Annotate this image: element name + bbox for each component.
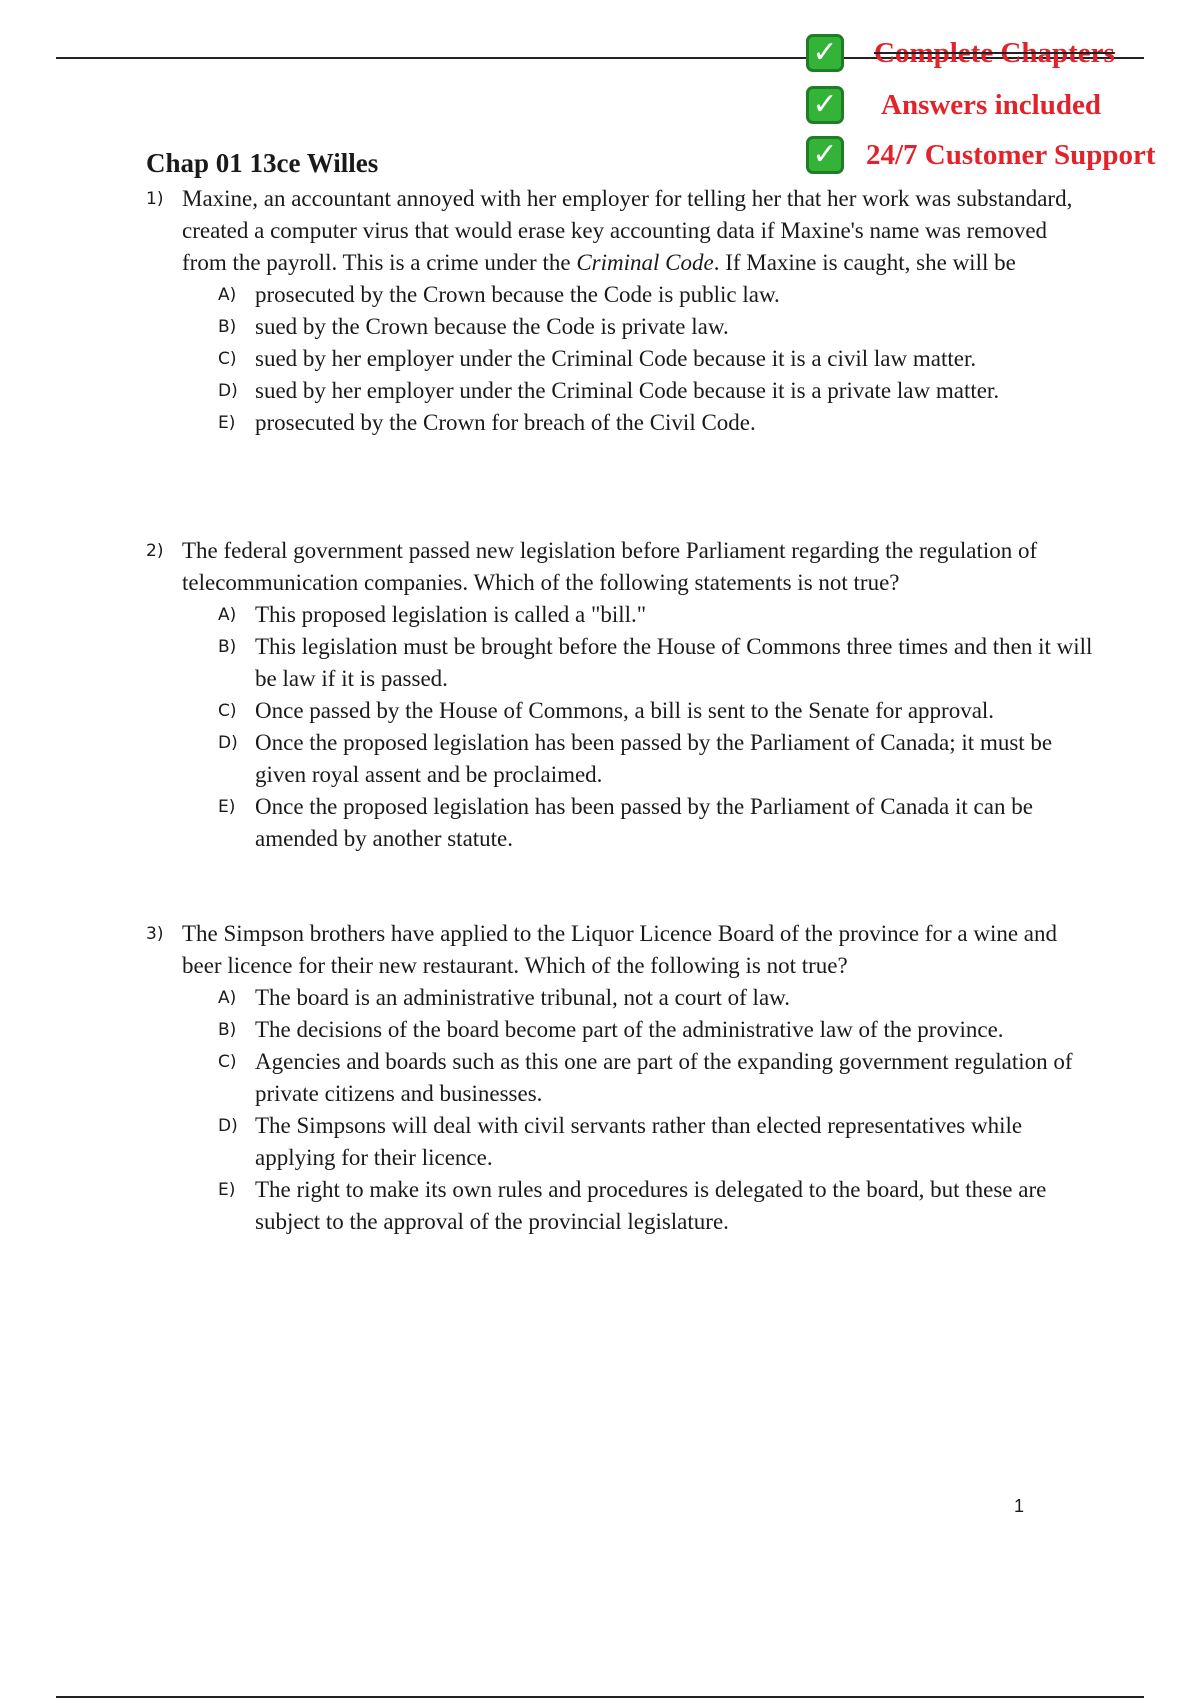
option-c [146,1046,1096,1110]
bottom-rule [56,1696,1144,1698]
options-list [146,982,1096,1238]
question-text: The federal government passed new legislation before Parliament regarding the regulation of telecommunication companies. Which of the following statements is not true? [182,538,1038,595]
option-e [146,791,1096,855]
option-text: This legislation must be brought before the House of Commons three times and then it will be law if it is passed. [255,634,1093,691]
badge-label: Complete Chapters [874,37,1115,69]
option-e [146,407,1096,439]
question-text: The Simpson brothers have applied to the Liquor Licence Board of the province for a wine and beer licence for their new restaurant. Which of the following is not true? [182,921,1057,978]
option-letter: B) [218,637,237,657]
question-stem [146,535,1096,599]
option-text: The right to make its own rules and procedures is delegated to the board, but these are subject to the approval of the provincial legislature. [255,1177,1047,1234]
option-text: Once passed by the House of Commons, a bill is sent to the Senate for approval. [255,698,995,723]
options-list [146,279,1096,439]
option-letter: B) [218,317,237,337]
option-a [146,599,1096,631]
check-icon: ✓ [806,86,844,124]
question-number: 2) [146,541,164,561]
option-letter: C) [218,349,237,369]
check-icon: ✓ [806,34,844,72]
option-text: The Simpsons will deal with civil servants rather than elected representatives while applying for their licence. [255,1113,1023,1170]
question-number: 1) [146,189,164,209]
option-c [146,695,1096,727]
option-text: sued by the Crown because the Code is private law. [255,314,729,339]
page-number: 1 [1014,1496,1025,1516]
option-d [146,375,1096,407]
option-a [146,279,1096,311]
badge-complete-chapters [806,30,1196,74]
option-e [146,1174,1096,1238]
question-text: Maxine, an accountant annoyed with her employer for telling her that her work was substandard, created a computer virus that would erase key accounting data if Maxine's name was removed from the payroll. This is a crime under the [182,186,1073,275]
option-text: Once the proposed legislation has been passed by the Parliament of Canada it can be amended by another statute. [255,794,1033,851]
option-letter: E) [218,413,236,433]
option-d [146,1110,1096,1174]
option-letter: C) [218,1052,237,1072]
question-3 [146,918,1096,1238]
option-d [146,727,1096,791]
option-letter: E) [218,1180,236,1200]
option-letter: A) [218,605,237,625]
check-icon: ✓ [806,136,844,174]
option-letter: D) [218,1116,238,1136]
badge-label: Answers included [881,89,1101,121]
options-list [146,599,1096,855]
option-text: sued by her employer under the Criminal Code because it is a private law matter. [255,378,1000,403]
badge-answers-included [806,82,1196,126]
option-letter: C) [218,701,237,721]
option-letter: B) [218,1020,237,1040]
option-b [146,1014,1096,1046]
option-letter: D) [218,733,238,753]
option-b [146,631,1096,695]
question-stem [146,918,1096,982]
option-letter: D) [218,381,238,401]
question-1 [146,183,1096,439]
option-text: sued by her employer under the Criminal Code because it is a civil law matter. [255,346,977,371]
option-b [146,311,1096,343]
question-text-italic: Criminal Code [576,250,714,275]
option-letter: A) [218,285,237,305]
option-letter: A) [218,988,237,1008]
question-stem [146,183,1096,279]
option-c [146,343,1096,375]
option-text: The decisions of the board become part of the administrative law of the province. [255,1017,1004,1042]
option-text: prosecuted by the Crown because the Code is public law. [255,282,780,307]
option-letter: E) [218,797,236,817]
badge-customer-support [806,132,1196,176]
question-2 [146,535,1096,855]
option-text: Agencies and boards such as this one are part of the expanding government regulation of private citizens and businesses. [255,1049,1073,1106]
option-text: The board is an administrative tribunal, not a court of law. [255,985,791,1010]
question-number: 3) [146,924,164,944]
option-text: prosecuted by the Crown for breach of the Civil Code. [255,410,756,435]
option-text: Once the proposed legislation has been passed by the Parliament of Canada; it must be given royal assent and be proclaimed. [255,730,1053,787]
question-text: . If Maxine is caught, she will be [713,250,1016,275]
badge-label: 24/7 Customer Support [866,139,1156,171]
option-text: This proposed legislation is called a "bill." [255,602,647,627]
chapter-title: Chap 01 13ce Willes [146,148,379,178]
option-a [146,982,1096,1014]
